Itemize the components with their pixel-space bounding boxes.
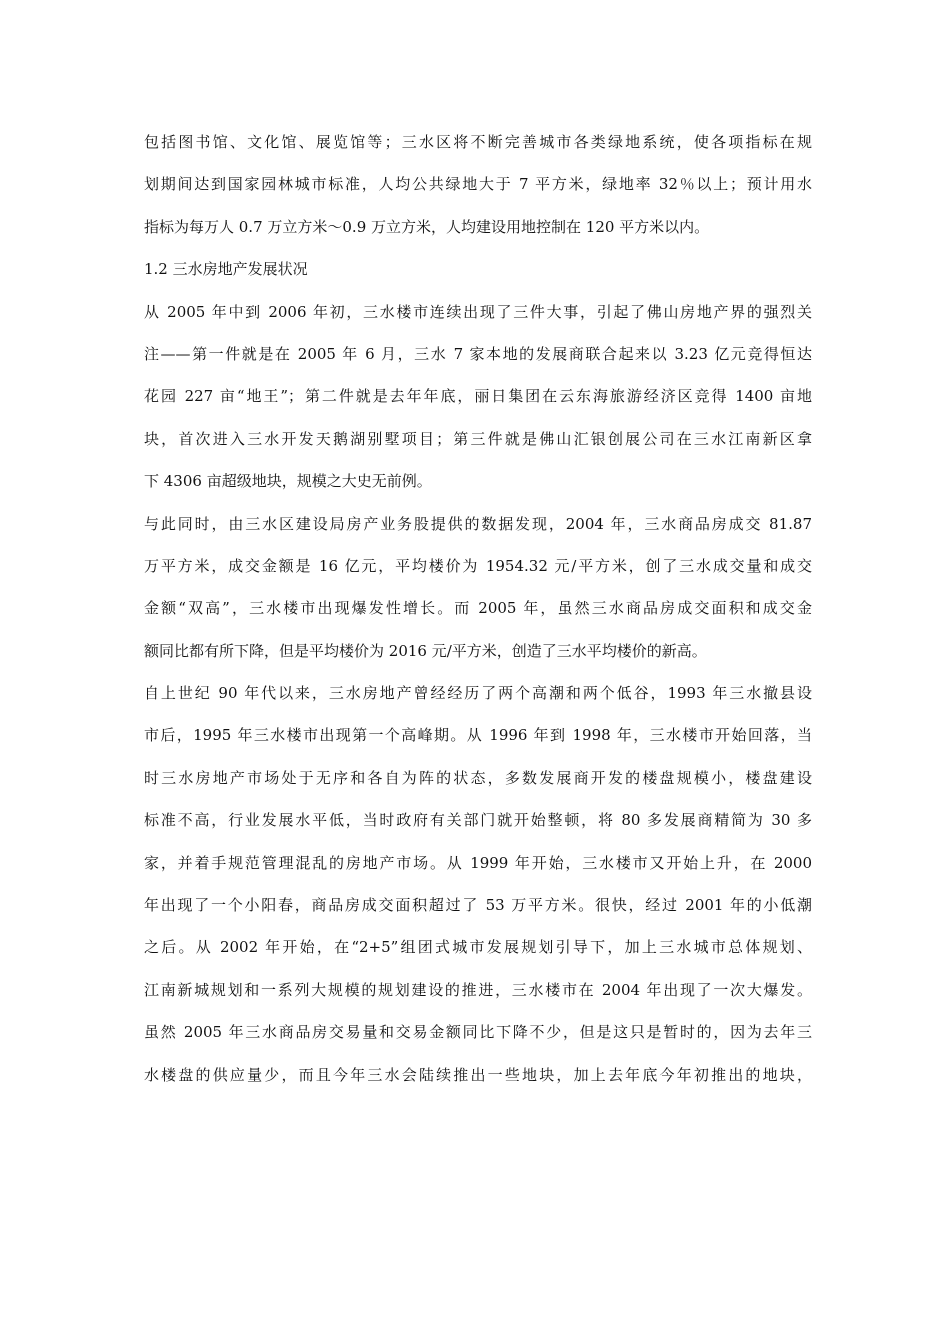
text-line: 万平方米，成交金额是 16 亿元，平均楼价为 1954.32 元/平方米，创了三水成交量和成交 bbox=[144, 556, 812, 575]
paragraph-data bbox=[144, 503, 812, 673]
text-line: 包括图书馆、文化馆、展览馆等；三水区将不断完善城市各类绿地系统，使各项指标在规 bbox=[144, 133, 812, 151]
paragraph-intro bbox=[144, 121, 812, 248]
text-line: 自上世纪 90 年代以来，三水房地产曾经经历了两个高潮和两个低谷，1993 年三水撤县设 bbox=[144, 684, 812, 703]
section-heading bbox=[144, 248, 812, 290]
text-line: 之后。从 2002 年开始，在“2+5”组团式城市发展规划引导下，加上三水城市总体规划、 bbox=[144, 938, 812, 957]
text-line: 时三水房地产市场处于无序和各自为阵的状态，多数发展商开发的楼盘规模小，楼盘建设 bbox=[144, 768, 812, 787]
text-line: 指标为每万人 0.7 万立方米～0.9 万立方米，人均建设用地控制在 120 平方米以内。 bbox=[144, 217, 710, 236]
text-line: 与此同时，由三水区建设局房产业务股提供的数据发现，2004 年，三水商品房成交 81.87 bbox=[144, 514, 812, 533]
document-body bbox=[144, 121, 812, 1096]
section-heading-text: 1.2 三水房地产发展状况 bbox=[144, 260, 308, 279]
text-line: 额同比都有所下降，但是平均楼价为 2016 元/平方米，创造了三水平均楼价的新高。 bbox=[144, 641, 707, 660]
text-line: 年出现了一个小阳春，商品房成交面积超过了 53 万平方米。很快，经过 2001 年的小低潮 bbox=[144, 896, 812, 915]
text-line: 市后，1995 年三水楼市出现第一个高峰期。从 1996 年到 1998 年，三水楼市开始回落，当 bbox=[144, 726, 812, 745]
paragraph-events bbox=[144, 291, 812, 503]
text-line: 江南新城规划和一系列大规模的规划建设的推进，三水楼市在 2004 年出现了一次大爆发。 bbox=[144, 980, 812, 999]
text-line: 金额“双高”，三水楼市出现爆发性增长。而 2005 年，虽然三水商品房成交面积和成交金 bbox=[144, 599, 812, 618]
text-line: 下 4306 亩超级地块，规模之大史无前例。 bbox=[144, 472, 432, 491]
text-line: 从 2005 年中到 2006 年初，三水楼市连续出现了三件大事，引起了佛山房地产界的强烈关 bbox=[144, 302, 812, 321]
paragraph-history bbox=[144, 672, 812, 1096]
text-line: 划期间达到国家园林城市标准，人均公共绿地大于 7 平方米，绿地率 32％以上；预计用水 bbox=[144, 175, 812, 194]
text-line: 虽然 2005 年三水商品房交易量和交易金额同比下降不少，但是这只是暂时的，因为去年三 bbox=[144, 1023, 812, 1042]
text-line: 注——第一件就是在 2005 年 6 月，三水 7 家本地的发展商联合起来以 3.23 亿元竞得恒达 bbox=[144, 344, 812, 363]
text-line: 块，首次进入三水开发天鹅湖别墅项目；第三件就是佛山汇银创展公司在三水江南新区拿 bbox=[144, 429, 812, 448]
text-line: 家，并着手规范管理混乱的房地产市场。从 1999 年开始，三水楼市又开始上升，在 2000 bbox=[144, 853, 812, 872]
text-line: 花园 227 亩“地王”；第二件就是去年年底，丽日集团在云东海旅游经济区竞得 1400 亩地 bbox=[144, 387, 812, 406]
text-line: 水楼盘的供应量少，而且今年三水会陆续推出一些地块，加上去年底今年初推出的地块， bbox=[144, 1065, 812, 1084]
text-line: 标准不高，行业发展水平低，当时政府有关部门就开始整顿，将 80 多发展商精简为 30 多 bbox=[144, 811, 812, 830]
